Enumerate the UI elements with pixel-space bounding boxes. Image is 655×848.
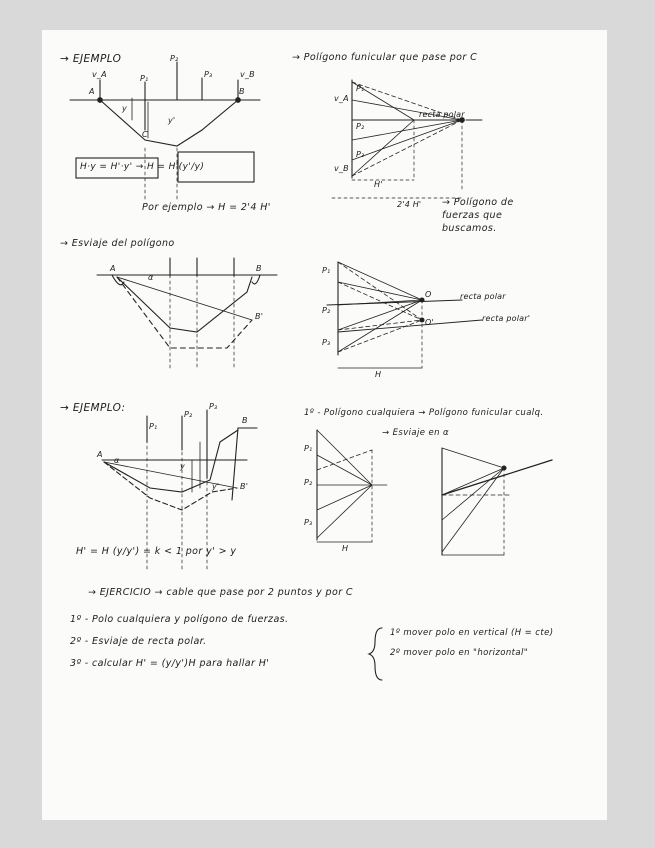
ejemplo2-equation: H' = H (y/y') = k < 1 por y' > y — [76, 546, 237, 557]
esviaje-p3: P₃ — [322, 338, 331, 347]
poligono-p3: P₃ — [356, 150, 365, 159]
pasos-p3: P₃ — [304, 518, 313, 527]
poligono-recta-polar: recta polar — [419, 110, 465, 119]
poligono-h24: 2'4 H' — [397, 200, 422, 209]
poligono-vb: v_B — [334, 164, 349, 173]
point-b-label: B — [239, 87, 245, 96]
esviaje-b: B — [256, 264, 262, 273]
ejercicio-header: → EJERCICIO → cable que pase por 2 puntos y por C — [88, 587, 353, 598]
poligono-note: → Polígono de fuerzas que buscamos. — [442, 197, 514, 234]
c-label: C — [142, 130, 148, 139]
pasos-diagrams — [317, 430, 552, 555]
ejemplo2-yp: y' — [212, 482, 220, 491]
p1-label: P₁ — [140, 74, 149, 83]
poligono-hp: H' — [374, 180, 383, 189]
poligono-va: v_A — [334, 94, 349, 103]
point-a-label: A — [89, 87, 95, 96]
poligono-p1: P₁ — [356, 84, 365, 93]
esviaje-h: H — [375, 370, 382, 379]
brace-icon — [369, 628, 382, 680]
ejercicio-step-1: 1º - Polo cualquiera y polígono de fuerzas. — [70, 614, 289, 625]
esviaje-recta-polar2: recta polar' — [482, 314, 531, 323]
pasos-p2: P₂ — [304, 478, 313, 487]
poligono-p2: P₂ — [356, 122, 365, 131]
ejemplo2-p1: P₁ — [149, 422, 158, 431]
ejemplo2-p3: P₃ — [209, 402, 218, 411]
pasos-line1: 1º - Polígono cualquiera → Polígono funicular cualq. — [304, 408, 544, 418]
ejemplo1-header: → EJEMPLO — [60, 53, 122, 65]
poligono-header: → Polígono funicular que pase por C — [292, 52, 478, 63]
ejemplo2-bp: B' — [240, 482, 249, 491]
yp-label: y' — [168, 116, 176, 125]
ejemplo2-y: y — [180, 462, 185, 471]
esviaje-recta-polar: recta polar — [460, 292, 506, 301]
ejemplo1-equation: H·y = H'·y' → H = H'(y'/y) — [80, 162, 205, 172]
hand-drawn-sketches — [42, 30, 607, 820]
vb-label: v_B — [240, 70, 255, 79]
ejemplo1-example: Por ejemplo → H = 2'4 H' — [142, 202, 271, 213]
poligono-diagram — [332, 80, 482, 198]
esviaje-diagram — [97, 258, 482, 370]
ejemplo2-alpha: α — [114, 456, 120, 465]
esviaje-op: O' — [425, 318, 434, 327]
ejercicio-step-2: 2º - Esviaje de recta polar. — [70, 636, 207, 647]
ejemplo2-header: → EJEMPLO: — [60, 402, 126, 414]
esviaje-header: → Esviaje del polígono — [60, 238, 175, 249]
ejemplo2-b: B — [242, 416, 248, 425]
esviaje-a: A — [110, 264, 116, 273]
va-label: v_A — [92, 70, 107, 79]
pasos-line2: → Esviaje en α — [382, 428, 450, 438]
ejercicio-step-3: 3º - calcular H' = (y/y')H para hallar H' — [70, 658, 270, 669]
ejercicio-right-2: 2º mover polo en "horizontal" — [390, 648, 529, 658]
ejemplo1-diagram — [70, 62, 260, 200]
ejemplo2-a: A — [97, 450, 103, 459]
esviaje-p1: P₁ — [322, 266, 331, 275]
y-label: y — [122, 104, 127, 113]
esviaje-alpha: α — [148, 273, 154, 282]
p3-label: P₃ — [204, 70, 213, 79]
ejercicio-right-1: 1º mover polo en vertical (H = cte) — [390, 628, 554, 638]
esviaje-o: O — [425, 290, 432, 299]
notebook-page — [42, 30, 607, 820]
p2-label: P₂ — [170, 54, 179, 63]
pasos-h: H — [342, 544, 349, 553]
ejemplo2-p2: P₂ — [184, 410, 193, 419]
esviaje-bp: B' — [255, 312, 264, 321]
pasos-p1: P₁ — [304, 444, 313, 453]
esviaje-p2: P₂ — [322, 306, 331, 315]
